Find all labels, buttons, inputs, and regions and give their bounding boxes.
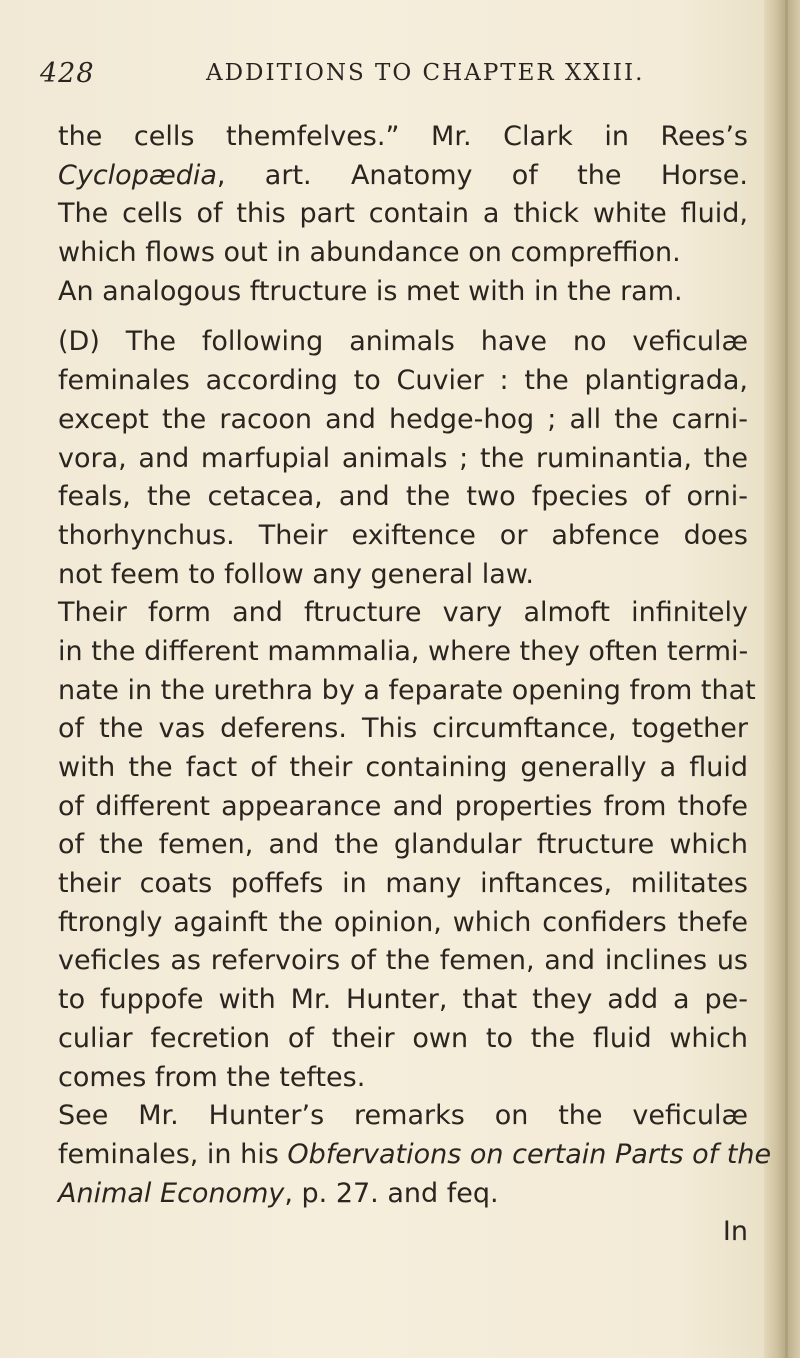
text-line: ftrongly againft the opinion, which confiders thefe <box>58 906 748 938</box>
text-line: of the vas deferens. This circumftance, together <box>58 713 748 745</box>
text-line: The cells of this part contain a thick white fluid, <box>58 198 748 230</box>
text-line: except the racoon and hedge-hog ; all the carni- <box>58 403 748 435</box>
text-line: culiar fecretion of their own to the fluid which <box>58 1022 748 1054</box>
text-line: Their form and ftructure vary almoft infinitely <box>58 597 748 629</box>
body-text <box>58 118 772 1252</box>
text-line: feminales according to Cuvier : the plantigrada, <box>58 365 748 397</box>
italic-title: Animal Economy <box>58 1177 285 1209</box>
paragraph-gap <box>58 311 748 323</box>
text-line: comes from the teftes. <box>58 1061 366 1093</box>
text-line: feminales, in his Obfervations on certain Parts of the <box>58 1138 772 1170</box>
text-line: of different appearance and properties from thofe <box>58 790 748 822</box>
text-line: nate in the urethra by a feparate opening from that <box>58 674 756 706</box>
text-line: thorhynchus. Their exiftence or abfence does <box>58 519 748 551</box>
text-line: with the fact of their containing generally a fluid <box>58 752 748 783</box>
italic-title: Cyclopædia <box>58 159 217 191</box>
page-number: 428 <box>40 58 95 89</box>
text-line: of the femen, and the glandular ftructure which <box>58 829 748 861</box>
page-header <box>40 58 740 98</box>
text-line: Animal Economy, p. 27. and feq. <box>58 1177 499 1209</box>
running-head: ADDITIONS TO CHAPTER XXIII. <box>206 60 645 86</box>
binding-shadow <box>785 0 788 1358</box>
text-line: See Mr. Hunter’s remarks on the veficulæ <box>58 1100 748 1132</box>
text-line: in the different mammalia, where they often termi- <box>58 635 749 667</box>
text-line: their coats poffefs in many inftances, militates <box>58 868 748 900</box>
text-line: feals, the cetacea, and the two fpecies of orni- <box>58 481 748 513</box>
text-line: the cells themfelves.” Mr. Clark in Rees’s <box>58 121 748 152</box>
text-line: veficles as refervoirs of the femen, and inclines us <box>58 945 748 977</box>
text-line: An analogous ftructure is met with in the ram. <box>58 275 683 307</box>
text-line: Cyclopædia, art. Anatomy of the Horse. <box>58 159 748 191</box>
catchword: In <box>722 1216 748 1248</box>
text-line: vora, and marfupial animals ; the ruminantia, the <box>58 442 748 474</box>
text-line: not feem to follow any general law. <box>58 558 534 590</box>
italic-title: Obfervations on certain Parts of the <box>287 1138 772 1170</box>
text-line: which flows out in abundance on compreffion. <box>58 237 681 269</box>
text-line: (D) The following animals have no veficulæ <box>58 326 748 358</box>
text-line: to fuppofe with Mr. Hunter, that they add a pe- <box>58 984 748 1016</box>
